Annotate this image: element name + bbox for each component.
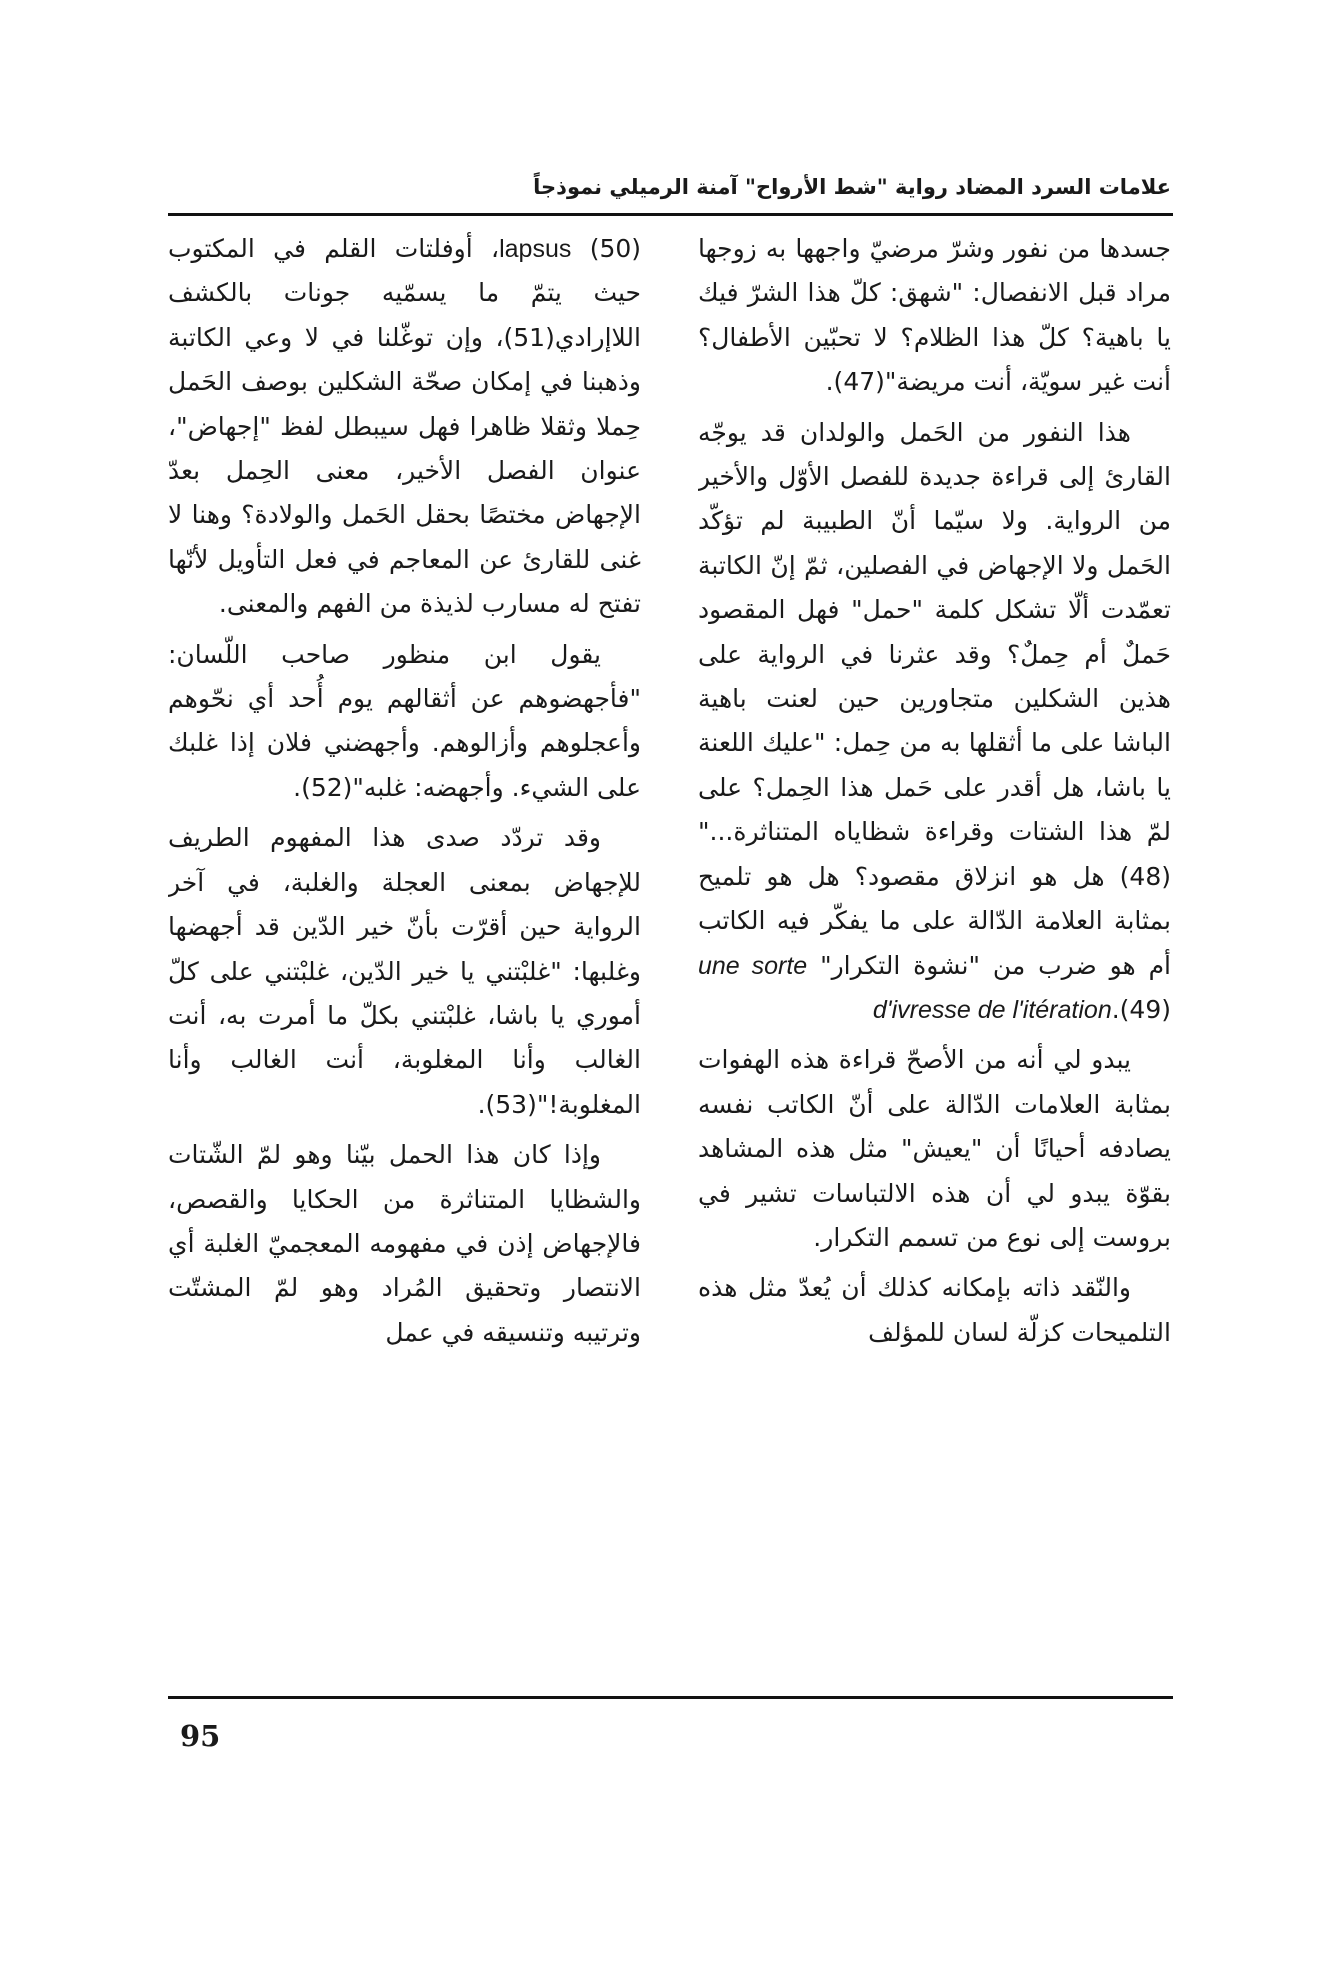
paragraph-r2 — [698, 411, 1171, 1033]
running-head-title: علامات السرد المضاد رواية "شط الأرواح" آمنة الرميلي نموذجاً — [533, 175, 1171, 199]
footnote-ref-49: .(49) — [1111, 994, 1171, 1024]
left-column — [168, 227, 641, 1685]
header-rule — [168, 213, 1173, 216]
paragraph-l4: وإذا كان هذا الحمل بيّنا وهو لمّ الشّتات والشظايا المتناثرة من الحكايا والقصص، فالإجهاض إذن في مفهومه المعجميّ الغلبة أي الانتصار وتحقيق المُراد وهو لمّ المشتّت وترتيبه وتنسيقه في عمل — [168, 1140, 641, 1347]
paragraph-l2: يقول ابن منظور صاحب اللّسان: "فأجهضوهم عن أثقالهم يوم أُحد أي نحّوهم وأعجلوهم وأزالوهم. وأجهضني فلان إذا غلبك على الشيء. وأجهضه: غلبه"(52). — [168, 639, 641, 802]
paragraph-r1: جسدها من نفور وشرّ مرضيّ واجهها به زوجها مراد قبل الانفصال: "شهق: كلّ هذا الشرّ فيك يا باهية؟ كلّ هذا الظلام؟ لا تحبّين الأطفال؟ أنت غير سويّة، أنت مريضة"(47). — [698, 234, 1171, 397]
paragraph-l1-text: (50)، أوفلتات القلم في المكتوب حيث يتمّ ما يسمّيه جونات بالكشف اللاإرادي(51)، وإن توغّلنا في لا وعي الكاتبة وذهبنا في إمكان صحّة الشكلين بوصف الحَمل حِملا وثقلا ظاهرا فهل سيبطل لفظ "إجهاض"، عنوان الفصل الأخير، معنى الحِمل بعدّ الإجهاض مختصًا بحقل الحَمل والولادة؟ وهنا لا غنى للقارئ عن المعاجم في فعل التأويل لأنّها تفتح له مسارب لذيذة من الفهم والمعنى. — [168, 234, 641, 619]
french-quote: une sorte d'ivresse de l'itération — [698, 951, 1112, 1024]
right-column — [698, 227, 1171, 1685]
paragraph-r4: والنّقد ذاته بإمكانه كذلك أن يُعدّ مثل هذه التلميحات كزلّة لسان للمؤلف — [698, 1273, 1171, 1347]
paragraph-l1 — [168, 227, 641, 627]
paragraph-r2-text: هذا النفور من الحَمل والولدان قد يوجّه القارئ إلى قراءة جديدة للفصل الأوّل والأخير من الرواية. ولا سيّما أنّ الطبيبة لم تؤكّد الحَمل ولا الإجهاض في الفصلين، ثمّ إنّ الكاتبة تعمّدت ألّا تشكل كلمة "حمل" فهل المقصود حَملٌ أم حِملٌ؟ وقد عثرنا في الرواية على هذين الشكلين متجاورين حين لعنت باهية الباشا على ما أثقلها به من حِمل: "عليك اللعنة يا باشا، هل أقدر على حَمل هذا الحِمل؟ على لمّ هذا الشتات وقراءة شظاياه المتناثرة..."(48) هل هو انزلاق مقصود؟ هل هو تلميح بمثابة العلامة الدّالة على ما يفكّر فيه الكاتب أم هو ضرب من "نشوة التكرار" — [698, 417, 1171, 980]
footer-rule — [168, 1696, 1173, 1699]
latin-term-lapsus: lapsus — [499, 235, 572, 263]
page-number: 95 — [180, 1719, 221, 1753]
paragraph-l3: وقد تردّد صدى هذا المفهوم الطريف للإجهاض بمعنى العجلة والغلبة، في آخر الرواية حين أقرّت بأنّ خير الدّين قد أجهضها وغلبها: "غلبْتني يا خير الدّين، غلبْتني على كلّ أموري يا باشا، غلبْتني بكلّ ما أمرت به، أنت الغالب وأنا المغلوبة، أنت الغالب وأنا المغلوبة!"(53). — [168, 823, 641, 1119]
paragraph-r3: يبدو لي أنه من الأصحّ قراءة هذه الهفوات بمثابة العلامات الدّالة على أنّ الكاتب نفسه يصادفه أحيانًا أن "يعيش" مثل هذه المشاهد بقوّة يبدو لي أن هذه الالتباسات تشير في بروست إلى نوع من تسمم التكرار. — [698, 1045, 1171, 1252]
